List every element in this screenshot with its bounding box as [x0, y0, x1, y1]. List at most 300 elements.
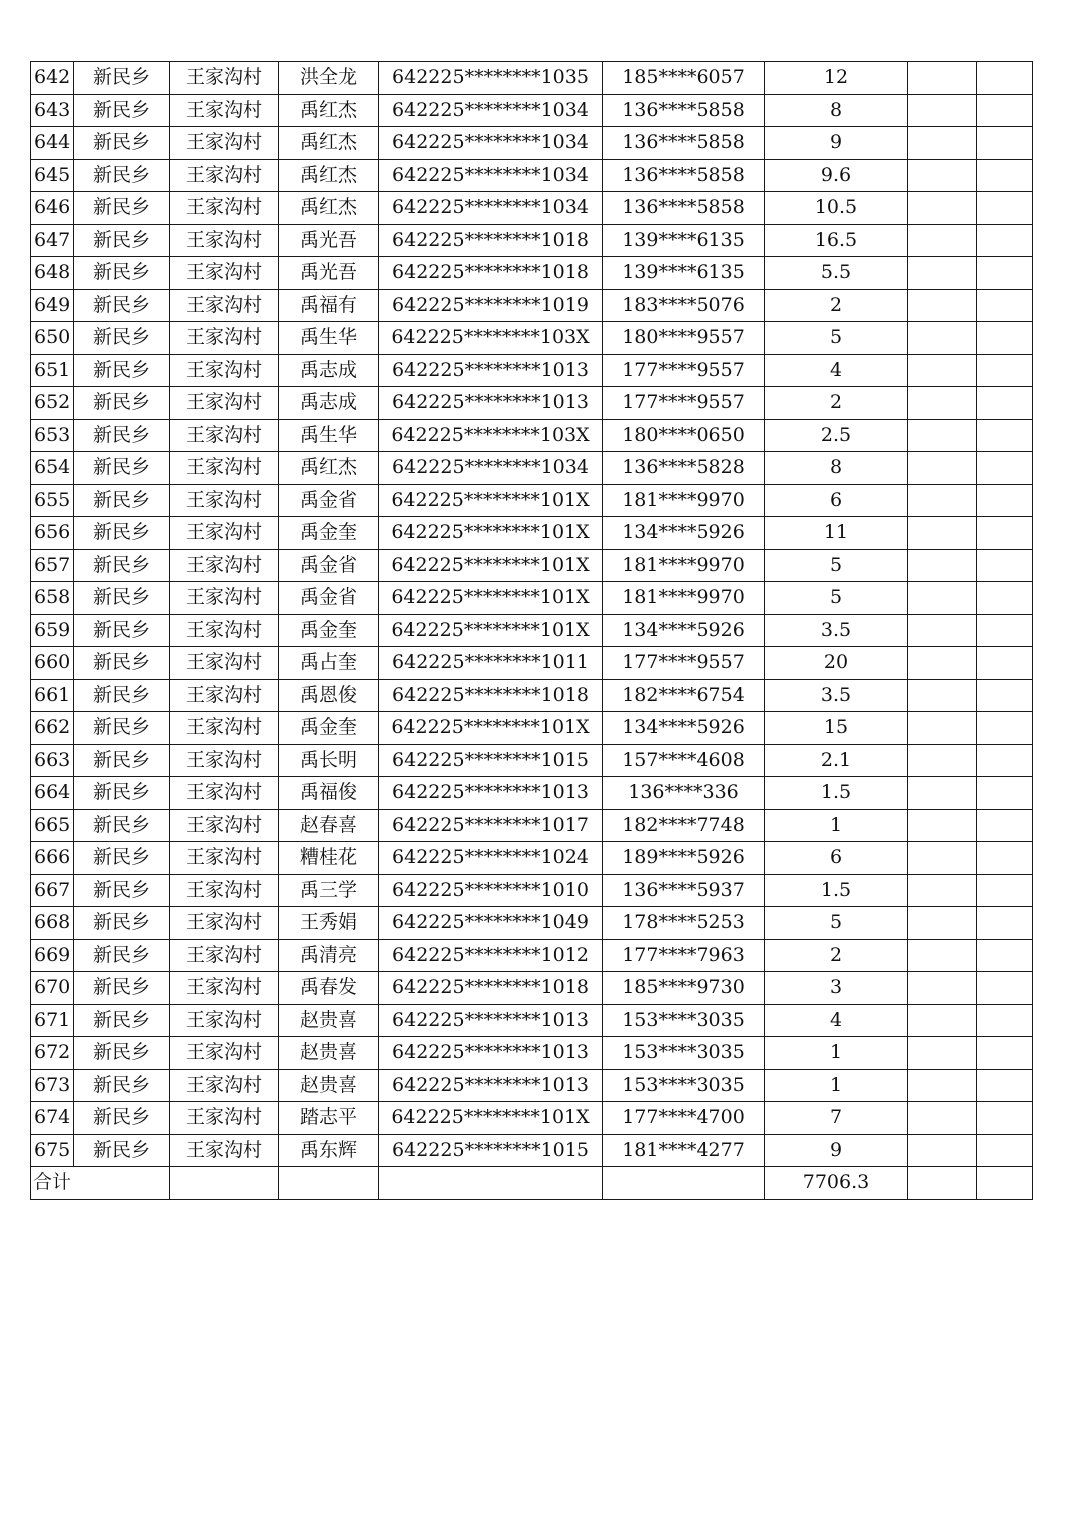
amount-cell: 20 — [765, 647, 908, 680]
phone-cell: 182****6754 — [603, 679, 765, 712]
amount-cell: 2 — [765, 289, 908, 322]
phone-cell: 153****3035 — [603, 1004, 765, 1037]
row-index: 643 — [31, 94, 74, 127]
township-cell: 新民乡 — [74, 874, 170, 907]
blank-cell — [908, 939, 977, 972]
table-row — [31, 94, 1033, 127]
blank-cell — [977, 127, 1033, 160]
table-row — [31, 452, 1033, 485]
total-empty-cell — [279, 1167, 379, 1200]
township-cell: 新民乡 — [74, 387, 170, 420]
township-cell: 新民乡 — [74, 582, 170, 615]
blank-cell — [977, 549, 1033, 582]
row-index: 657 — [31, 549, 74, 582]
phone-cell: 181****4277 — [603, 1134, 765, 1167]
id-number-cell: 642225********1015 — [379, 1134, 603, 1167]
blank-cell — [908, 972, 977, 1005]
amount-cell: 2 — [765, 939, 908, 972]
table-row — [31, 322, 1033, 355]
village-cell: 王家沟村 — [170, 289, 279, 322]
blank-cell — [977, 582, 1033, 615]
id-number-cell: 642225********1010 — [379, 874, 603, 907]
phone-cell: 189****5926 — [603, 842, 765, 875]
row-index: 665 — [31, 809, 74, 842]
blank-cell — [977, 647, 1033, 680]
amount-cell: 5 — [765, 549, 908, 582]
village-cell: 王家沟村 — [170, 972, 279, 1005]
village-cell: 王家沟村 — [170, 257, 279, 290]
row-index: 658 — [31, 582, 74, 615]
blank-cell — [977, 224, 1033, 257]
id-number-cell: 642225********1024 — [379, 842, 603, 875]
amount-cell: 16.5 — [765, 224, 908, 257]
id-number-cell: 642225********1018 — [379, 257, 603, 290]
row-index: 670 — [31, 972, 74, 1005]
row-index: 642 — [31, 62, 74, 95]
amount-cell: 10.5 — [765, 192, 908, 225]
township-cell: 新民乡 — [74, 777, 170, 810]
name-cell: 禹福俊 — [279, 777, 379, 810]
amount-cell: 6 — [765, 484, 908, 517]
id-number-cell: 642225********1018 — [379, 679, 603, 712]
blank-cell — [908, 1069, 977, 1102]
phone-cell: 136****5828 — [603, 452, 765, 485]
blank-cell — [977, 939, 1033, 972]
name-cell: 禹三学 — [279, 874, 379, 907]
amount-cell: 4 — [765, 354, 908, 387]
blank-cell — [908, 94, 977, 127]
name-cell: 禹福有 — [279, 289, 379, 322]
township-cell: 新民乡 — [74, 224, 170, 257]
village-cell: 王家沟村 — [170, 582, 279, 615]
row-index: 656 — [31, 517, 74, 550]
name-cell: 禹红杰 — [279, 452, 379, 485]
name-cell: 禹恩俊 — [279, 679, 379, 712]
table-row — [31, 907, 1033, 940]
phone-cell: 153****3035 — [603, 1037, 765, 1070]
blank-cell — [977, 159, 1033, 192]
blank-cell — [908, 1037, 977, 1070]
phone-cell: 183****5076 — [603, 289, 765, 322]
amount-cell: 2.1 — [765, 744, 908, 777]
name-cell: 禹金奎 — [279, 614, 379, 647]
village-cell: 王家沟村 — [170, 224, 279, 257]
blank-cell — [977, 94, 1033, 127]
amount-cell: 1.5 — [765, 777, 908, 810]
name-cell: 赵贵喜 — [279, 1069, 379, 1102]
village-cell: 王家沟村 — [170, 127, 279, 160]
name-cell: 洪全龙 — [279, 62, 379, 95]
phone-cell: 136****5858 — [603, 192, 765, 225]
table-row — [31, 224, 1033, 257]
amount-cell: 2 — [765, 387, 908, 420]
blank-cell — [908, 614, 977, 647]
blank-cell — [908, 809, 977, 842]
blank-cell — [977, 517, 1033, 550]
blank-cell — [908, 874, 977, 907]
amount-cell: 15 — [765, 712, 908, 745]
name-cell: 禹志成 — [279, 387, 379, 420]
table-row — [31, 549, 1033, 582]
village-cell: 王家沟村 — [170, 1102, 279, 1135]
blank-cell — [908, 452, 977, 485]
village-cell: 王家沟村 — [170, 744, 279, 777]
total-empty-cell — [170, 1167, 279, 1200]
row-index: 652 — [31, 387, 74, 420]
name-cell: 禹红杰 — [279, 192, 379, 225]
blank-cell — [977, 419, 1033, 452]
id-number-cell: 642225********1013 — [379, 1037, 603, 1070]
township-cell: 新民乡 — [74, 354, 170, 387]
blank-cell — [977, 679, 1033, 712]
row-index: 671 — [31, 1004, 74, 1037]
township-cell: 新民乡 — [74, 712, 170, 745]
blank-cell — [908, 159, 977, 192]
blank-cell — [908, 224, 977, 257]
amount-cell: 9 — [765, 1134, 908, 1167]
township-cell: 新民乡 — [74, 289, 170, 322]
blank-cell — [977, 354, 1033, 387]
table-row — [31, 582, 1033, 615]
amount-cell: 8 — [765, 94, 908, 127]
phone-cell: 136****5858 — [603, 94, 765, 127]
amount-cell: 5.5 — [765, 257, 908, 290]
total-label: 合计 — [31, 1167, 170, 1200]
row-index: 648 — [31, 257, 74, 290]
row-index: 646 — [31, 192, 74, 225]
village-cell: 王家沟村 — [170, 809, 279, 842]
blank-cell — [908, 582, 977, 615]
blank-cell — [977, 1037, 1033, 1070]
total-row — [31, 1167, 1033, 1200]
phone-cell: 153****3035 — [603, 1069, 765, 1102]
table-row — [31, 484, 1033, 517]
table-row — [31, 939, 1033, 972]
table-row — [31, 809, 1033, 842]
blank-cell — [977, 777, 1033, 810]
village-cell: 王家沟村 — [170, 192, 279, 225]
name-cell: 禹光吾 — [279, 257, 379, 290]
id-number-cell: 642225********1018 — [379, 224, 603, 257]
row-index: 668 — [31, 907, 74, 940]
village-cell: 王家沟村 — [170, 679, 279, 712]
phone-cell: 139****6135 — [603, 257, 765, 290]
village-cell: 王家沟村 — [170, 159, 279, 192]
name-cell: 禹红杰 — [279, 94, 379, 127]
village-cell: 王家沟村 — [170, 907, 279, 940]
phone-cell: 182****7748 — [603, 809, 765, 842]
village-cell: 王家沟村 — [170, 387, 279, 420]
township-cell: 新民乡 — [74, 1102, 170, 1135]
blank-cell — [977, 192, 1033, 225]
blank-cell — [977, 907, 1033, 940]
phone-cell: 177****4700 — [603, 1102, 765, 1135]
blank-cell — [908, 744, 977, 777]
row-index: 666 — [31, 842, 74, 875]
amount-cell: 9.6 — [765, 159, 908, 192]
amount-cell: 9 — [765, 127, 908, 160]
total-empty-cell — [379, 1167, 603, 1200]
row-index: 649 — [31, 289, 74, 322]
blank-cell — [977, 1134, 1033, 1167]
phone-cell: 157****4608 — [603, 744, 765, 777]
name-cell: 禹金省 — [279, 549, 379, 582]
phone-cell: 181****9970 — [603, 484, 765, 517]
table-row — [31, 159, 1033, 192]
blank-cell — [908, 62, 977, 95]
id-number-cell: 642225********1034 — [379, 127, 603, 160]
row-index: 645 — [31, 159, 74, 192]
id-number-cell: 642225********1034 — [379, 192, 603, 225]
amount-cell: 1 — [765, 809, 908, 842]
name-cell: 踏志平 — [279, 1102, 379, 1135]
name-cell: 禹占奎 — [279, 647, 379, 680]
amount-cell: 6 — [765, 842, 908, 875]
blank-cell — [908, 419, 977, 452]
village-cell: 王家沟村 — [170, 62, 279, 95]
blank-cell — [977, 452, 1033, 485]
total-empty-cell — [603, 1167, 765, 1200]
id-number-cell: 642225********101X — [379, 712, 603, 745]
data-table — [30, 61, 1033, 1200]
id-number-cell: 642225********101X — [379, 582, 603, 615]
id-number-cell: 642225********1018 — [379, 972, 603, 1005]
total-empty-cell — [908, 1167, 977, 1200]
village-cell: 王家沟村 — [170, 939, 279, 972]
phone-cell: 177****9557 — [603, 354, 765, 387]
table-row — [31, 777, 1033, 810]
phone-cell: 139****6135 — [603, 224, 765, 257]
village-cell: 王家沟村 — [170, 1004, 279, 1037]
township-cell: 新民乡 — [74, 1069, 170, 1102]
name-cell: 王秀娟 — [279, 907, 379, 940]
name-cell: 赵贵喜 — [279, 1037, 379, 1070]
blank-cell — [908, 354, 977, 387]
id-number-cell: 642225********1034 — [379, 94, 603, 127]
blank-cell — [908, 647, 977, 680]
amount-cell: 1.5 — [765, 874, 908, 907]
name-cell: 禹生华 — [279, 419, 379, 452]
amount-cell: 12 — [765, 62, 908, 95]
id-number-cell: 642225********1049 — [379, 907, 603, 940]
blank-cell — [908, 549, 977, 582]
blank-cell — [908, 1004, 977, 1037]
id-number-cell: 642225********1013 — [379, 1004, 603, 1037]
blank-cell — [977, 322, 1033, 355]
table-row — [31, 289, 1033, 322]
name-cell: 赵春喜 — [279, 809, 379, 842]
village-cell: 王家沟村 — [170, 354, 279, 387]
village-cell: 王家沟村 — [170, 484, 279, 517]
blank-cell — [908, 679, 977, 712]
name-cell: 禹东辉 — [279, 1134, 379, 1167]
township-cell: 新民乡 — [74, 939, 170, 972]
name-cell: 禹金奎 — [279, 517, 379, 550]
blank-cell — [908, 777, 977, 810]
table-row — [31, 647, 1033, 680]
amount-cell: 4 — [765, 1004, 908, 1037]
blank-cell — [977, 1069, 1033, 1102]
township-cell: 新民乡 — [74, 1134, 170, 1167]
phone-cell: 134****5926 — [603, 517, 765, 550]
blank-cell — [977, 1004, 1033, 1037]
blank-cell — [908, 387, 977, 420]
village-cell: 王家沟村 — [170, 777, 279, 810]
blank-cell — [977, 614, 1033, 647]
village-cell: 王家沟村 — [170, 517, 279, 550]
township-cell: 新民乡 — [74, 549, 170, 582]
village-cell: 王家沟村 — [170, 1037, 279, 1070]
village-cell: 王家沟村 — [170, 452, 279, 485]
township-cell: 新民乡 — [74, 647, 170, 680]
table-row — [31, 1134, 1033, 1167]
id-number-cell: 642225********103X — [379, 419, 603, 452]
village-cell: 王家沟村 — [170, 94, 279, 127]
amount-cell: 1 — [765, 1069, 908, 1102]
id-number-cell: 642225********1017 — [379, 809, 603, 842]
township-cell: 新民乡 — [74, 94, 170, 127]
row-index: 661 — [31, 679, 74, 712]
phone-cell: 136****336 — [603, 777, 765, 810]
name-cell: 禹金奎 — [279, 712, 379, 745]
id-number-cell: 642225********1015 — [379, 744, 603, 777]
name-cell: 禹金省 — [279, 484, 379, 517]
row-index: 659 — [31, 614, 74, 647]
table-row — [31, 419, 1033, 452]
name-cell: 禹长明 — [279, 744, 379, 777]
township-cell: 新民乡 — [74, 907, 170, 940]
table-row — [31, 712, 1033, 745]
phone-cell: 177****9557 — [603, 647, 765, 680]
phone-cell: 136****5858 — [603, 127, 765, 160]
row-index: 663 — [31, 744, 74, 777]
village-cell: 王家沟村 — [170, 419, 279, 452]
id-number-cell: 642225********1035 — [379, 62, 603, 95]
name-cell: 禹清亮 — [279, 939, 379, 972]
id-number-cell: 642225********103X — [379, 322, 603, 355]
township-cell: 新民乡 — [74, 419, 170, 452]
row-index: 673 — [31, 1069, 74, 1102]
village-cell: 王家沟村 — [170, 712, 279, 745]
township-cell: 新民乡 — [74, 1037, 170, 1070]
blank-cell — [908, 289, 977, 322]
blank-cell — [908, 712, 977, 745]
phone-cell: 178****5253 — [603, 907, 765, 940]
township-cell: 新民乡 — [74, 679, 170, 712]
table-row — [31, 1037, 1033, 1070]
id-number-cell: 642225********101X — [379, 517, 603, 550]
name-cell: 禹志成 — [279, 354, 379, 387]
township-cell: 新民乡 — [74, 484, 170, 517]
blank-cell — [977, 809, 1033, 842]
phone-cell: 180****0650 — [603, 419, 765, 452]
blank-cell — [908, 322, 977, 355]
row-index: 647 — [31, 224, 74, 257]
table-row — [31, 387, 1033, 420]
township-cell: 新民乡 — [74, 257, 170, 290]
blank-cell — [977, 289, 1033, 322]
blank-cell — [908, 907, 977, 940]
village-cell: 王家沟村 — [170, 842, 279, 875]
row-index: 644 — [31, 127, 74, 160]
phone-cell: 136****5937 — [603, 874, 765, 907]
table-row — [31, 62, 1033, 95]
amount-cell: 7 — [765, 1102, 908, 1135]
village-cell: 王家沟村 — [170, 1069, 279, 1102]
table-row — [31, 1102, 1033, 1135]
table-row — [31, 614, 1033, 647]
amount-cell: 3 — [765, 972, 908, 1005]
table-row — [31, 972, 1033, 1005]
blank-cell — [908, 484, 977, 517]
id-number-cell: 642225********101X — [379, 484, 603, 517]
township-cell: 新民乡 — [74, 62, 170, 95]
blank-cell — [908, 517, 977, 550]
township-cell: 新民乡 — [74, 744, 170, 777]
blank-cell — [977, 62, 1033, 95]
name-cell: 禹金省 — [279, 582, 379, 615]
amount-cell: 3.5 — [765, 679, 908, 712]
id-number-cell: 642225********1013 — [379, 354, 603, 387]
id-number-cell: 642225********1034 — [379, 159, 603, 192]
village-cell: 王家沟村 — [170, 549, 279, 582]
table-row — [31, 744, 1033, 777]
id-number-cell: 642225********1012 — [379, 939, 603, 972]
phone-cell: 177****7963 — [603, 939, 765, 972]
blank-cell — [908, 192, 977, 225]
township-cell: 新民乡 — [74, 972, 170, 1005]
phone-cell: 180****9557 — [603, 322, 765, 355]
row-index: 672 — [31, 1037, 74, 1070]
id-number-cell: 642225********1013 — [379, 1069, 603, 1102]
village-cell: 王家沟村 — [170, 1134, 279, 1167]
amount-cell: 5 — [765, 322, 908, 355]
amount-cell: 5 — [765, 907, 908, 940]
township-cell: 新民乡 — [74, 809, 170, 842]
phone-cell: 177****9557 — [603, 387, 765, 420]
table-row — [31, 842, 1033, 875]
table-row — [31, 127, 1033, 160]
township-cell: 新民乡 — [74, 322, 170, 355]
id-number-cell: 642225********101X — [379, 614, 603, 647]
row-index: 650 — [31, 322, 74, 355]
amount-cell: 11 — [765, 517, 908, 550]
table-row — [31, 679, 1033, 712]
id-number-cell: 642225********1011 — [379, 647, 603, 680]
table-row — [31, 257, 1033, 290]
phone-cell: 185****6057 — [603, 62, 765, 95]
table-row — [31, 192, 1033, 225]
id-number-cell: 642225********1034 — [379, 452, 603, 485]
amount-cell: 8 — [765, 452, 908, 485]
blank-cell — [977, 387, 1033, 420]
blank-cell — [977, 484, 1033, 517]
table-row — [31, 1069, 1033, 1102]
blank-cell — [908, 842, 977, 875]
id-number-cell: 642225********1013 — [379, 777, 603, 810]
township-cell: 新民乡 — [74, 452, 170, 485]
total-value: 7706.3 — [765, 1167, 908, 1200]
row-index: 653 — [31, 419, 74, 452]
township-cell: 新民乡 — [74, 127, 170, 160]
blank-cell — [977, 972, 1033, 1005]
amount-cell: 2.5 — [765, 419, 908, 452]
name-cell: 禹生华 — [279, 322, 379, 355]
blank-cell — [977, 744, 1033, 777]
township-cell: 新民乡 — [74, 614, 170, 647]
id-number-cell: 642225********1013 — [379, 387, 603, 420]
table-body — [31, 62, 1033, 1200]
